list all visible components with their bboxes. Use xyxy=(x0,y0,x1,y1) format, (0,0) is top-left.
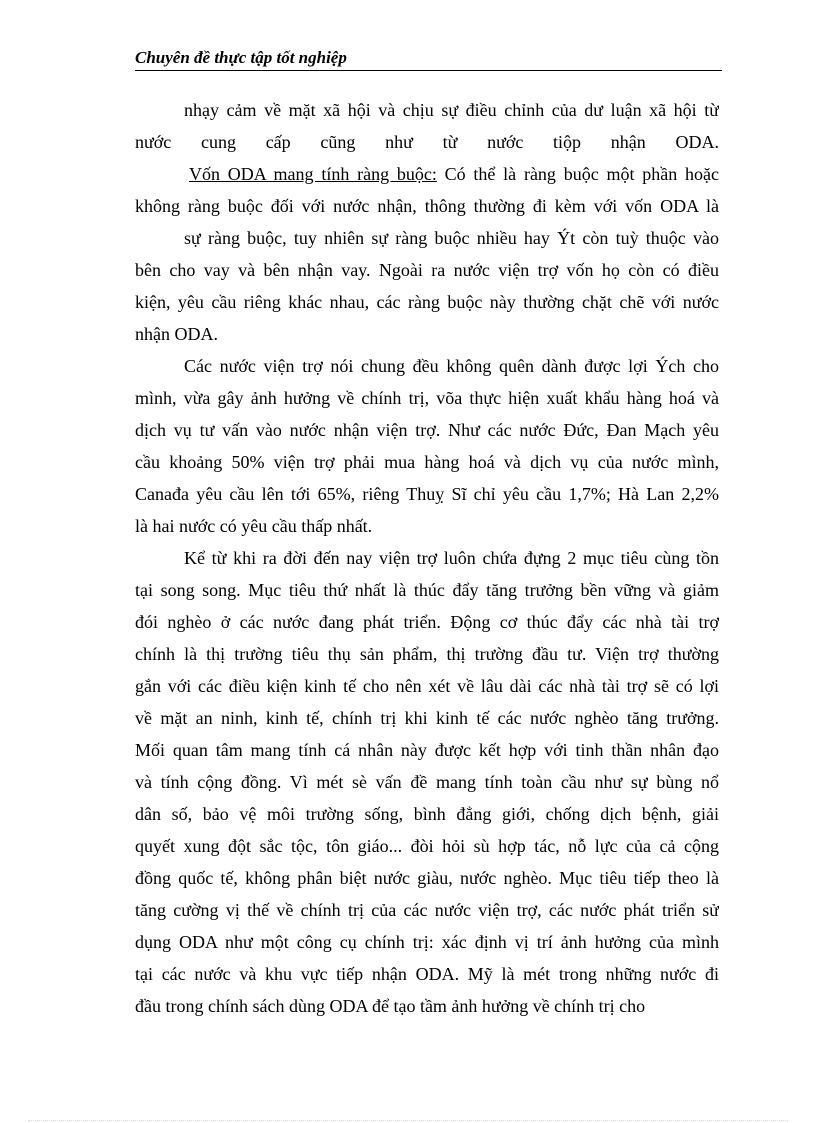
text-line: không ràng buộc đối với nước nhận, thông thường đi kèm với vốn ODA là xyxy=(135,196,719,216)
text-line: tại song song. Mục tiêu thứ nhất là thúc đẩy tăng trưởng bền vững và giảm xyxy=(135,580,719,600)
text-line: sự ràng buộc, tuy nhiên sự ràng buộc nhiều hay Ýt còn tuỳ thuộc vào xyxy=(184,228,719,248)
text-line: mình, vừa gây ảnh hưởng về chính trị, võa thực hiện xuất khẩu hàng hoá và xyxy=(135,388,719,408)
text-line: dịch vụ tư vấn vào nước nhận viện trợ. Như các nước Đức, Đan Mạch yêu xyxy=(135,420,719,440)
text-line: chính là thị trường tiêu thụ sản phẩm, thị trường đầu tư. Viện trợ thường xyxy=(135,644,719,664)
text-line: Canađa yêu cầu lên tới 65%, riêng Thuỵ Sĩ chỉ yêu cầu 1,7%; Hà Lan 2,2% xyxy=(135,484,719,504)
text-line: cầu khoảng 50% viện trợ phải mua hàng hoá và dịch vụ của nước mình, xyxy=(135,452,719,472)
page-header xyxy=(135,48,722,71)
text-line: và tính cộng đồng. Vì mét sè vấn đề mang tính toàn cầu như sự bùng nổ xyxy=(135,772,719,792)
text-line: kiện, yêu cầu riêng khác nhau, các ràng buộc này thường chặt chẽ với nước xyxy=(135,292,719,312)
text-line: Các nước viện trợ nói chung đều không quên dành được lợi Ých cho xyxy=(184,356,719,376)
text-line xyxy=(135,158,719,190)
text-line: nhạy cảm về mặt xã hội và chịu sự điều chỉnh của dư luận xã hội từ xyxy=(184,100,719,120)
text-line: đầu trong chính sách dùng ODA để tạo tầm ảnh hưởng về chính trị cho xyxy=(135,996,646,1016)
text-line: Mối quan tâm mang tính cá nhân này được kết hợp với tinh thần nhân đạo xyxy=(135,740,719,760)
text-line: dân số, bảo vệ môi trường sống, bình đẳng giới, chống dịch bệnh, giải xyxy=(135,804,719,824)
text-line: bên cho vay và bên nhận vay. Ngoài ra nước viện trợ vốn họ còn có điều xyxy=(135,260,719,280)
text-line: tăng cường vị thế về chính trị của các nước viện trợ, các nước phát triển sử xyxy=(135,900,719,920)
text-line: là hai nước có yêu cầu thấp nhất. xyxy=(135,516,373,536)
document-body xyxy=(135,94,719,1022)
text-line: Kể từ khi ra đời đến nay viện trợ luôn chứa đựng 2 mục tiêu cùng tồn xyxy=(184,548,719,568)
page-bottom-divider xyxy=(28,1120,788,1121)
text-line: đói nghèo ở các nước đang phát triển. Động cơ thúc đẩy các nhà tài trợ xyxy=(135,612,719,632)
text-line: đồng quốc tế, không phân biệt nước giàu, nước nghèo. Mục tiêu tiếp theo là xyxy=(135,868,719,888)
text-line: nước cung cấp cũng như từ nước tiộp nhận ODA. xyxy=(135,132,719,152)
text-line: quyết xung đột sắc tộc, tôn giáo... đòi hỏi sù hợp tác, nỗ lực của cả cộng xyxy=(135,836,719,856)
underlined-heading: Vốn ODA mang tính ràng buộc: xyxy=(189,164,437,184)
text-line: gắn với các điều kiện kinh tế cho nên xét về lâu dài các nhà tài trợ sẽ có lợi xyxy=(135,676,719,696)
text-line: tại các nước và khu vực tiếp nhận ODA. Mỹ là mét trong những nước đi xyxy=(135,964,719,984)
text-line: về mặt an ninh, kinh tế, chính trị khi kinh tế các nước nghèo tăng trưởng. xyxy=(135,708,719,728)
header-title: Chuyên đề thực tập tốt nghiệp xyxy=(135,48,347,67)
text-run: Có thể là ràng buộc một phần hoặc xyxy=(436,164,719,184)
text-line: nhận ODA. xyxy=(135,324,218,344)
text-line: dụng ODA như một công cụ chính trị: xác định vị trí ảnh hưởng của mình xyxy=(135,932,719,952)
